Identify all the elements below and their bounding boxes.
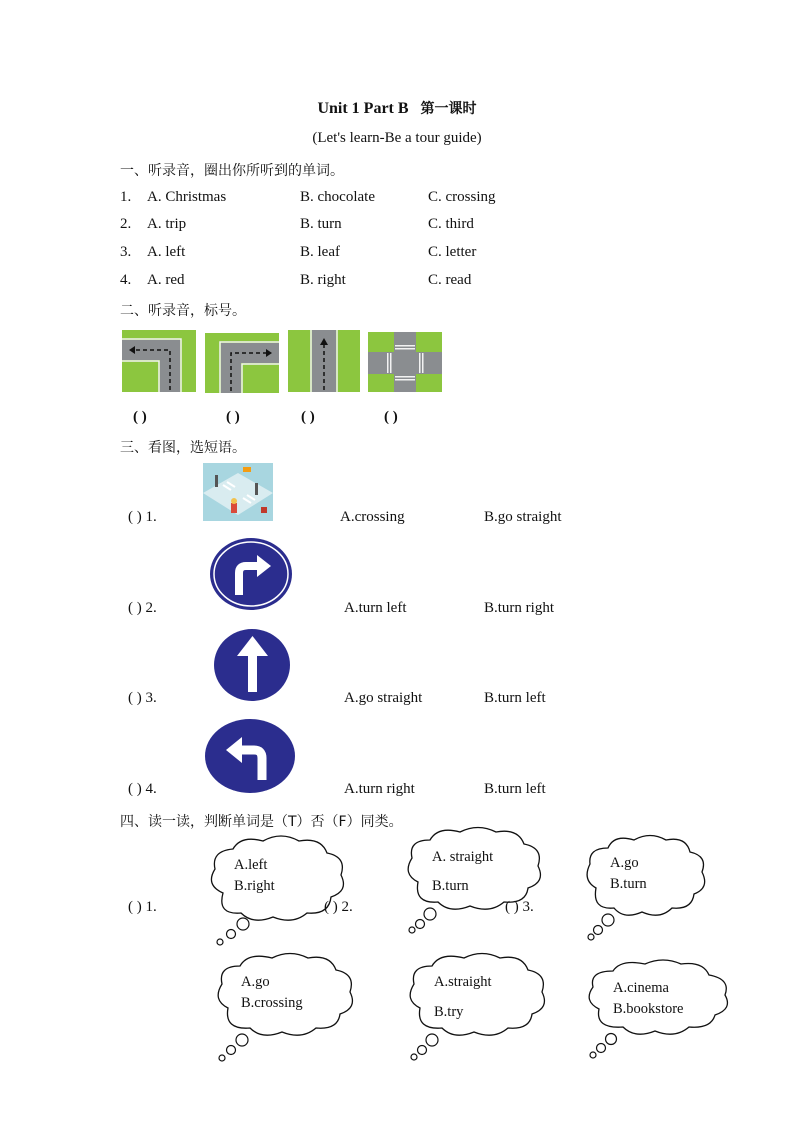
option-a[interactable]: A.crossing	[340, 509, 405, 525]
turn-left-road-image	[122, 330, 196, 392]
cloud-option-a: A.go	[241, 974, 270, 990]
section1-heading: 一、听录音，圈出你所听到的单词。	[120, 163, 344, 179]
cloud-option-a: A.straight	[434, 974, 492, 990]
answer-blank[interactable]: ( )	[226, 409, 240, 425]
cloud-option-a: A.go	[610, 855, 639, 871]
option-c[interactable]: C. third	[428, 216, 474, 232]
thought-cloud	[400, 826, 546, 934]
list-item-number: 4.	[120, 272, 132, 288]
cloud-option-a: A. straight	[432, 849, 494, 865]
list-item-number: 3.	[120, 244, 132, 260]
answer-blank[interactable]: ( ) 2.	[128, 600, 157, 616]
option-c[interactable]: C. read	[428, 272, 472, 288]
answer-blank[interactable]: ( ) 3.	[128, 690, 157, 706]
turn-right-road-image	[205, 333, 279, 393]
title-en: Unit 1 Part B	[317, 100, 409, 117]
option-a[interactable]: A. left	[147, 244, 186, 260]
thought-cloud	[203, 833, 349, 948]
go-straight-road-image	[288, 330, 360, 392]
title-cn: 第一课时	[420, 101, 477, 117]
option-a[interactable]: A.turn left	[344, 600, 407, 616]
turn-right-sign-image	[209, 537, 293, 611]
cloud-option-b: B.bookstore	[613, 1001, 684, 1017]
option-a[interactable]: A.turn right	[344, 781, 415, 797]
option-b[interactable]: B.turn left	[484, 781, 546, 797]
section2-heading: 二、听录音，标号。	[120, 303, 246, 319]
section3-heading: 三、看图，选短语。	[120, 440, 246, 456]
option-b[interactable]: B.turn right	[484, 600, 554, 616]
option-c[interactable]: C. crossing	[428, 189, 496, 205]
option-b[interactable]: B. right	[300, 272, 346, 288]
list-item-number: 1.	[120, 189, 132, 205]
answer-blank[interactable]: ( )	[384, 409, 398, 425]
option-a[interactable]: A. trip	[147, 216, 187, 232]
cloud-option-b: B.try	[434, 1004, 464, 1020]
answer-blank[interactable]: ( )	[301, 409, 315, 425]
answer-blank[interactable]: ( )	[133, 409, 147, 425]
cloud-option-b: B.turn	[610, 876, 647, 892]
option-c[interactable]: C. letter	[428, 244, 477, 260]
crossing-road-image	[368, 332, 442, 392]
answer-blank[interactable]: ( ) 1.	[128, 899, 157, 915]
option-b[interactable]: B.go straight	[484, 509, 562, 525]
go-straight-sign-image	[213, 628, 291, 702]
cloud-option-b: B.turn	[432, 878, 469, 894]
page-subtitle: (Let's learn-Be a tour guide)	[312, 130, 482, 146]
option-a[interactable]: A.go straight	[344, 690, 423, 706]
answer-blank[interactable]: ( ) 3.	[505, 899, 534, 915]
cloud-option-b: B.right	[234, 878, 275, 894]
option-b[interactable]: B. turn	[300, 216, 342, 232]
turn-left-sign-image	[204, 718, 296, 794]
answer-blank[interactable]: ( ) 2.	[324, 899, 353, 915]
thought-cloud	[402, 952, 552, 1062]
option-a[interactable]: A. red	[147, 272, 185, 288]
page-title	[0, 98, 794, 118]
option-b[interactable]: B. leaf	[300, 244, 340, 260]
option-a[interactable]: A. Christmas	[147, 189, 227, 205]
option-b[interactable]: B. chocolate	[300, 189, 375, 205]
cloud-option-a: A.left	[234, 857, 268, 873]
answer-blank[interactable]: ( ) 1.	[128, 509, 157, 525]
section4-heading: 四、读一读，判断单词是（T）否（F）同类。	[120, 814, 403, 830]
cloud-option-a: A.cinema	[613, 980, 669, 996]
cloud-option-b: B.crossing	[241, 995, 303, 1011]
answer-blank[interactable]: ( ) 4.	[128, 781, 157, 797]
crossing-street-image	[203, 463, 273, 521]
option-b[interactable]: B.turn left	[484, 690, 546, 706]
list-item-number: 2.	[120, 216, 132, 232]
